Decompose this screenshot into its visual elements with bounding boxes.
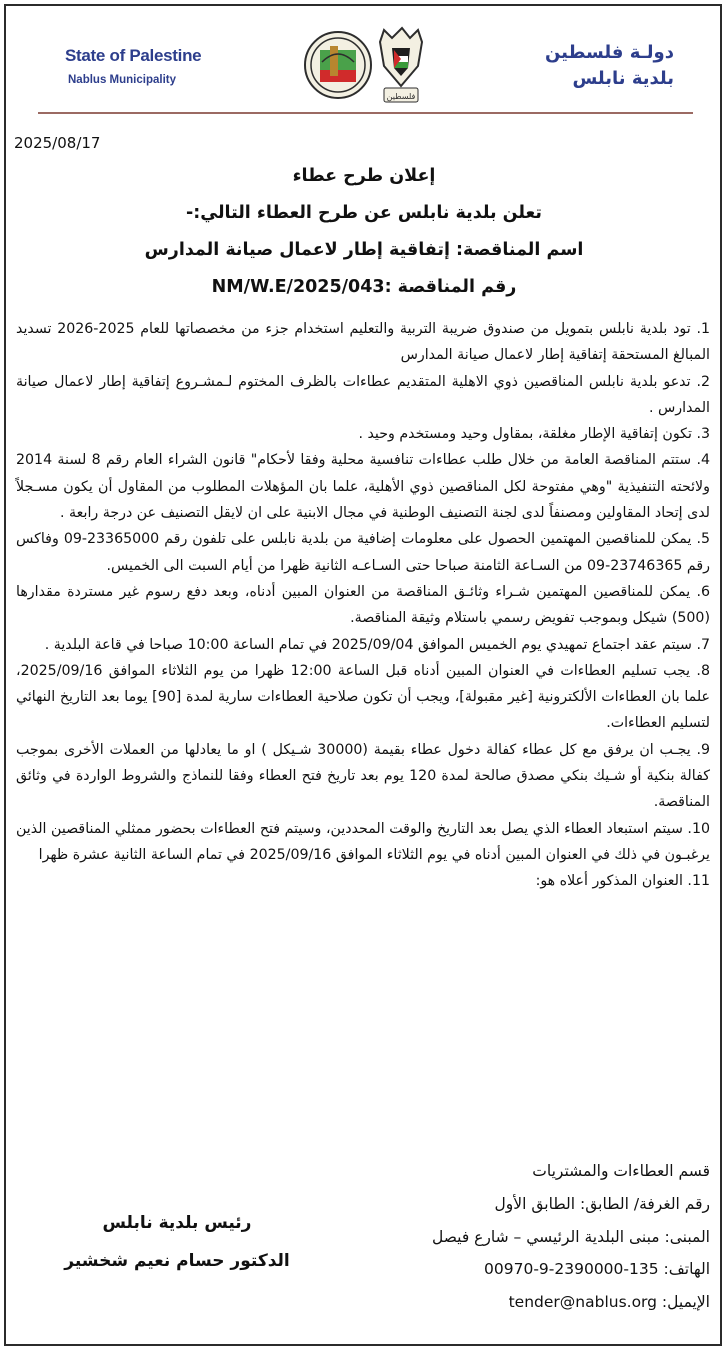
logos xyxy=(300,22,440,108)
contact-block xyxy=(432,1155,710,1319)
announcement-title: إعلان طرح عطاء xyxy=(292,166,436,186)
nablus-municipality-emblem xyxy=(305,32,371,98)
clause-5: 5. يمكن للمناقصين المهتمين الحصول على معلومات إضافية من بلدية نابلس على تلفون رقم 23365000-09 وفاكس رقم 23746365-09 من السـاعة الثامنة صباحا حتى السـاعـه الثانية ظهرا من أيام السبت الى الخميس. xyxy=(16,531,710,574)
clause-8: 8. يجب تسليم العطاءات في العنوان المبين أدناه قبل الساعة 12:00 ظهرا من يوم الثلاثاء الموافق 2025/09/16، علما بان العطاءات الألكترونية [غير مقبولة]، ويجب أن تكون صلاحية العطاءات سارية لمدة [90] يوما بعد التاريخ النهائي لتسليم العطاءات. xyxy=(16,662,711,732)
clause-11: 11. العنوان المذكور أعلاه هو: xyxy=(535,873,710,890)
clause-7: 7. سيتم عقد اجتماع تمهيدي يوم الخميس الموافق 2025/09/04 في تمام الساعة 10:00 صباحا في قاعة البلدية . xyxy=(44,636,710,653)
signature-title: رئيس بلدية نابلس xyxy=(102,1213,252,1233)
contact-department: قسم العطاءات والمشتريات xyxy=(532,1162,710,1180)
state-title-ar: دولـة فلسطين xyxy=(544,42,674,63)
clause-10: 10. سيتم استبعاد العطاء الذي يصل بعد التاريخ والوقت المحددين، وسيتم فتح العطاءات بحضور ممثلي المناقصين الذين يرغبـون في ذلك في العنوان المبين أدناه في يوم الثلاثاء الموافق 2025/09/16 في تمام الساعة الثانية عشرة ظهرا xyxy=(16,820,710,863)
municipality-title-en: Nablus Municipality xyxy=(68,74,176,86)
document-date: 2025/08/17 xyxy=(14,134,101,152)
clause-2: 2. تدعو بلدية نابلس المناقصين ذوي الاهلية المتقديم عطاءات بالظرف المختوم لـمشـروع إتفاقية إطار لاعمال صيانة المدارس . xyxy=(16,373,710,416)
header-divider xyxy=(38,112,693,114)
emblem-text: فلسطين xyxy=(386,92,416,101)
clause-3: 3. تكون إتفاقية الإطار مغلقة، بمقاول وحيد ومستخدم وحيد . xyxy=(358,426,710,443)
tender-clauses xyxy=(16,316,710,895)
contact-building: المبنى: مبنى البلدية الرئيسي – شارع فيصل xyxy=(431,1227,710,1246)
clause-4: 4. ستتم المناقصة العامة من خلال طلب عطاءات تنافسية محلية وفقا لأحكام" قانون الشراء العام رقم 8 لسنة 2014 ولائحته التنفيذية "وهي مفتوحة لكل المناقصين ذوي الأهلية، علما بان المؤهلات المطلوب من المقاول أن يكون مسـجلاً لدى إتحاد المقاولين ومصنفاً لدى لجنة التصنيف الوطنية في مجال الابنية على ان لايقل التصنيف عن درجة رابعة . xyxy=(16,452,710,522)
contact-room: رقم الغرفة/ الطابق: الطابق الأول xyxy=(494,1194,710,1213)
municipality-title-ar: بلدية نابلس xyxy=(572,68,674,89)
letterhead xyxy=(8,8,720,112)
announcement-intro: تعلن بلدية نابلس عن طرح العطاء التالي:- xyxy=(185,203,542,223)
signature-block xyxy=(32,1204,322,1280)
contact-email: الإيميل: tender@nablus.org xyxy=(508,1293,710,1312)
state-title-en: State of Palestine xyxy=(65,46,202,65)
contact-phone: الهاتف: 135-2390000-9-00970 xyxy=(484,1260,710,1279)
clause-6: 6. يمكن للمناقصين المهتمين شـراء وثائـق المناقصة من العنوان المبين أدناه، وبعد دفع رسوم غير مستردة مقدارها (500) شيكل وبموجب تفويض رسمي باستلام وثيقة المناقصة. xyxy=(16,583,710,627)
tender-number: رقم المناقصة :NM/W.E/2025/043 xyxy=(211,277,517,297)
palestine-eagle-emblem xyxy=(380,28,422,102)
clause-9: 9. يجـب ان يرفق مع كل عطاء كفالة دخول عطاء بقيمة (30000 شـيكل ) او ما يعادلها من العملات الأخرى بموجب كفالة بنكية أو شـيك بنكي مصدق صالحة لمدة 120 يوم بعد تاريخ فتح العطاء وفقا للنماذج والشروط الواردة في وثائق المناقصة. xyxy=(16,741,710,811)
tender-name: اسم المناقصة: إتفاقية إطار لاعمال صيانة المدارس xyxy=(144,240,584,260)
signature-name: الدكتور حسام نعيم شخشير xyxy=(64,1251,290,1271)
clause-1: 1. تود بلدية نابلس بتمويل من صندوق ضريبة التربية والتعليم استخدام جزء من مخصصاتها للعام 2025-2026 تسديد المبالغ المستحقة إتفاقية إطار لاعمال صيانة المدارس xyxy=(16,321,710,364)
